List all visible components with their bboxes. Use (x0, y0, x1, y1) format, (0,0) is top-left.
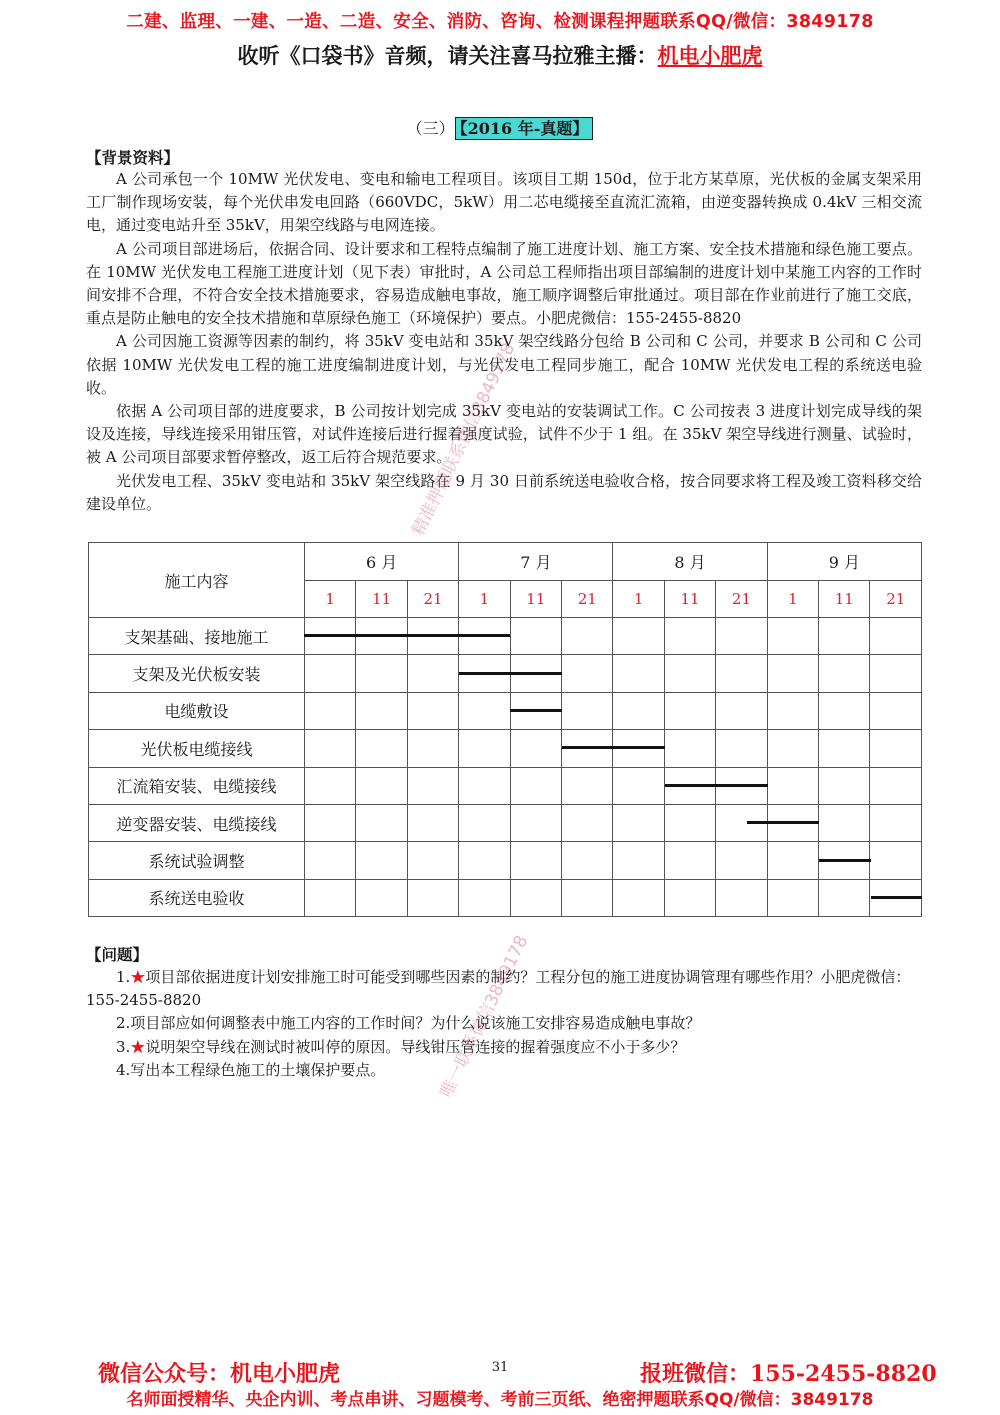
task-name: 支架及光伏板安装 (89, 655, 305, 692)
schedule-cell (562, 767, 613, 804)
background-label: 【背景资料】 (86, 149, 180, 167)
schedule-cell (356, 879, 407, 916)
schedule-cell (664, 879, 715, 916)
table-header-task: 施工内容 (89, 543, 305, 618)
schedule-cell (407, 842, 458, 879)
schedule-cell (716, 842, 767, 879)
gantt-bar (510, 709, 562, 712)
table-row (89, 879, 922, 916)
schedule-cell (356, 767, 407, 804)
star-icon: ★ (130, 1037, 146, 1056)
schedule-cell (356, 655, 407, 692)
schedule-cell (510, 767, 561, 804)
month-header: 8 月 (613, 543, 767, 581)
schedule-cell (767, 767, 818, 804)
questions-list (86, 966, 922, 1082)
schedule-cell (407, 692, 458, 729)
schedule-cell (613, 618, 664, 655)
schedule-cell (407, 655, 458, 692)
schedule-cell (613, 655, 664, 692)
schedule-cell (613, 804, 664, 841)
question-item (86, 966, 922, 1012)
schedule-cell (305, 767, 356, 804)
task-name: 支架基础、接地施工 (89, 618, 305, 655)
day-header: 1 (305, 581, 356, 618)
question-item (86, 1036, 922, 1059)
background-paragraph: 光伏发电工程、35kV 变电站和 35kV 架空线路在 9 月 30 日前系统送电验收合格，按合同要求将工程及竣工资料移交给建设单位。 (86, 471, 922, 513)
schedule-cell (767, 842, 818, 879)
schedule-cell (870, 767, 922, 804)
task-name: 汇流箱安装、电缆接线 (89, 767, 305, 804)
schedule-cell (562, 879, 613, 916)
schedule-cell (459, 842, 510, 879)
schedule-cell (870, 692, 922, 729)
day-header: 11 (819, 581, 870, 618)
question-number: 4. (116, 1060, 131, 1079)
watermark: 唯一联系微信3849178 (436, 932, 533, 1101)
top-ad-banner: 二建、监理、一建、一造、二造、安全、消防、咨询、检测课程押题联系QQ/微信：3849178 (126, 12, 874, 32)
schedule-cell (819, 618, 870, 655)
schedule-cell (664, 842, 715, 879)
schedule-cell (459, 730, 510, 767)
schedule-cell (356, 692, 407, 729)
day-header: 11 (664, 581, 715, 618)
schedule-cell (510, 618, 561, 655)
background-paragraph: A 公司因施工资源等因素的制约，将 35kV 变电站和 35kV 架空线路分包给 B 公司和 C 公司，并要求 B 公司和 C 公司依据 10MW 光伏发电工程的施工进度编制进度计划，与光伏发电工程同步施工，配合 10MW 光伏发电工程的系统送电验收。 (86, 332, 922, 397)
audio-promo-line (0, 40, 1000, 70)
schedule-cell (407, 767, 458, 804)
schedule-cell (613, 842, 664, 879)
day-header: 1 (459, 581, 510, 618)
footer-wechat-account: 微信公众号：机电小肥虎 (98, 1362, 341, 1387)
schedule-cell (870, 804, 922, 841)
schedule-cell (510, 842, 561, 879)
schedule-cell (356, 842, 407, 879)
questions-label: 【问题】 (86, 946, 149, 964)
task-name: 光伏板电缆接线 (89, 730, 305, 767)
schedule-cell (870, 618, 922, 655)
schedule-cell (613, 767, 664, 804)
schedule-cell (562, 618, 613, 655)
question-number: 2. (116, 1014, 131, 1033)
table-row (89, 767, 922, 804)
schedule-cell (305, 730, 356, 767)
schedule-cell (716, 655, 767, 692)
question-text: 写出本工程绿色施工的土壤保护要点。 (130, 1060, 386, 1079)
footer-ad-banner: 名师面授精华、央企内训、考点串讲、习题模考、考前三页纸、绝密押题联系QQ/微信：3849178 (126, 1390, 874, 1410)
day-header: 21 (870, 581, 922, 618)
question-item (86, 1059, 922, 1082)
schedule-cell (510, 730, 561, 767)
schedule-cell (664, 692, 715, 729)
schedule-cell (819, 767, 870, 804)
task-name: 电缆敷设 (89, 692, 305, 729)
table-row (89, 842, 922, 879)
schedule-cell (819, 655, 870, 692)
gantt-bar (871, 896, 923, 899)
day-header: 21 (407, 581, 458, 618)
schedule-cell (613, 692, 664, 729)
gantt-bar (459, 672, 562, 675)
gantt-bar (562, 746, 665, 749)
question-text: 说明架空导线在测试时被叫停的原因。导线钳压管连接的握着强度应不小于多少？ (145, 1037, 686, 1056)
day-header: 1 (613, 581, 664, 618)
schedule-cell (305, 692, 356, 729)
background-paragraph: A 公司项目部进场后，依据合同、设计要求和工程特点编制了施工进度计划、施工方案、安全技术措施和绿色施工要点。在 10MW 光伏发电工程施工进度计划（见下表）审批时，A 公司总工程师指出项目部编制的进度计划中某施工内容的工作时间安排不合理，不符合安全技术措施要求，容易造成触电事故，施工顺序调整后审批通过。项目部在作业前进行了施工交底，重点是防止触电的安全技术措施和草原绿色施工（环境保护）要点。小肥虎微信：155-2455-8820 (86, 239, 922, 328)
schedule-cell (305, 655, 356, 692)
day-header: 21 (716, 581, 767, 618)
anchor-name-link[interactable]: 机电小肥虎 (657, 44, 763, 68)
schedule-cell (716, 879, 767, 916)
day-header: 11 (510, 581, 561, 618)
schedule-cell (819, 879, 870, 916)
background-paragraph: 依据 A 公司项目部的进度要求，B 公司按计划完成 35kV 变电站的安装调试工作。C 公司按表 3 进度计划完成导线的架设及连接，导线连接采用钳压管，对试件连接后进行握着强度试验，试件不少于 1 组。在 35kV 架空导线进行测量、试验时，被 A 公司项目部要求暂停整改，返工后符合规范要求。 (86, 402, 922, 467)
month-header: 6 月 (305, 543, 459, 581)
schedule-cell (819, 692, 870, 729)
schedule-table (88, 542, 922, 917)
schedule-cell (870, 655, 922, 692)
audio-promo-text: 收听《口袋书》音频，请关注喜马拉雅主播： (237, 44, 658, 68)
schedule-cell (870, 730, 922, 767)
question-number: 3. (116, 1037, 131, 1056)
schedule-cell (870, 842, 922, 879)
schedule-cell (767, 879, 818, 916)
table-row (89, 730, 922, 767)
schedule-cell (819, 804, 870, 841)
exam-year-tag: 【2016 年-真题】 (455, 117, 594, 140)
month-header: 9 月 (767, 543, 921, 581)
schedule-cell (407, 730, 458, 767)
schedule-cell (407, 879, 458, 916)
schedule-cell (664, 804, 715, 841)
schedule-cell (562, 692, 613, 729)
schedule-cell (716, 730, 767, 767)
schedule-cell (356, 804, 407, 841)
schedule-cell (767, 730, 818, 767)
schedule-cell (459, 879, 510, 916)
table-row (89, 692, 922, 729)
task-name: 逆变器安装、电缆接线 (89, 804, 305, 841)
schedule-cell (562, 804, 613, 841)
schedule-cell (510, 804, 561, 841)
footer-signup-wechat: 报班微信：155-2455-8820 (640, 1361, 937, 1387)
schedule-cell (305, 804, 356, 841)
schedule-cell (664, 655, 715, 692)
section-title (0, 116, 1000, 139)
gantt-bar (819, 859, 871, 862)
schedule-cell (767, 655, 818, 692)
schedule-cell (664, 730, 715, 767)
background-paragraph: A 公司承包一个 10MW 光伏发电、变电和输电工程项目。该项目工期 150d，位于北方某草原，光伏板的金属支架采用工厂制作现场安装，每个光伏串发电回路（660VDC，5kW）用二芯电缆接至直流汇流箱，由逆变器转换成 0.4kV 三相交流电，通过变电站升至 35kV，用架空线路与电网连接。 (86, 170, 922, 235)
question-text: 项目部应如何调整表中施工内容的工作时间？为什么说该施工安排容易造成触电事故？ (130, 1014, 701, 1033)
schedule-cell (716, 618, 767, 655)
schedule-cell (305, 842, 356, 879)
section-prefix: （三） (406, 119, 455, 138)
schedule-cell (562, 842, 613, 879)
schedule-cell (716, 692, 767, 729)
schedule-cell (459, 692, 510, 729)
schedule-cell (459, 804, 510, 841)
task-name: 系统送电验收 (89, 879, 305, 916)
day-header: 11 (356, 581, 407, 618)
day-header: 21 (562, 581, 613, 618)
schedule-cell (305, 879, 356, 916)
schedule-cell (767, 618, 818, 655)
schedule-cell (819, 730, 870, 767)
schedule-cell (356, 730, 407, 767)
page-number: 31 (491, 1360, 509, 1375)
schedule-cell (664, 618, 715, 655)
schedule-cell (510, 879, 561, 916)
question-text: 项目部依据进度计划安排施工时可能受到哪些因素的制约？工程分包的施工进度协调管理有哪些作用？小肥虎微信：155-2455-8820 (86, 968, 911, 1010)
schedule-cell (613, 879, 664, 916)
gantt-bar (665, 784, 768, 787)
task-name: 系统试验调整 (89, 842, 305, 879)
month-header: 7 月 (459, 543, 613, 581)
question-item (86, 1012, 922, 1035)
schedule-cell (767, 692, 818, 729)
schedule-cell (407, 804, 458, 841)
question-number: 1. (116, 968, 131, 986)
star-icon: ★ (130, 968, 146, 986)
gantt-bar (304, 634, 510, 637)
day-header: 1 (767, 581, 818, 618)
gantt-bar (747, 821, 819, 824)
schedule-cell (459, 767, 510, 804)
schedule-cell (562, 655, 613, 692)
watermark: 精准押题联系微信3849178 (408, 339, 520, 539)
